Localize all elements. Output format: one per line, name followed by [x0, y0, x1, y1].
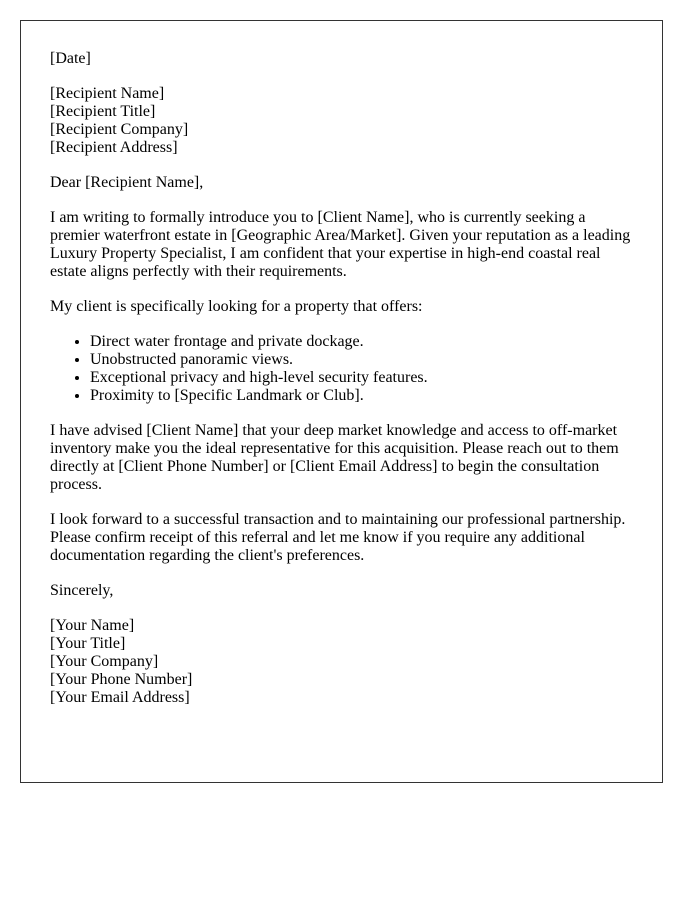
- sender-name: [Your Name]: [50, 617, 135, 634]
- letter-page: [20, 20, 663, 783]
- list-item: • Unobstructed panoramic views.: [90, 351, 633, 369]
- sender-block: [50, 617, 633, 707]
- sender-email: [Your Email Address]: [50, 689, 190, 706]
- recipient-title: [Recipient Title]: [50, 103, 156, 120]
- salutation: Dear [Recipient Name],: [50, 174, 204, 191]
- sender-phone: [Your Phone Number]: [50, 671, 193, 688]
- closing-paragraph: I look forward to a successful transaction and to maintaining our professional partnership. Please confirm receipt of this referral and let me know if you require any additional documentation regarding the client's preferences.: [50, 511, 626, 564]
- sender-title: [Your Title]: [50, 635, 126, 652]
- intro-paragraph: I am writing to formally introduce you to [Client Name], who is currently seeking a premier waterfront estate in [Geographic Area/Market]. Given your reputation as a leading Luxury Property Specialist, I am confident that your expertise in high-end coastal real estate aligns perfectly with their requirements.: [50, 209, 631, 280]
- requirements-list: [50, 333, 633, 405]
- advice-paragraph: I have advised [Client Name] that your deep market knowledge and access to off-market inventory make you the ideal representative for this acquisition. Please reach out to them directly at [Client Phone Number] or [Client Email Address] to begin the consultation process.: [50, 422, 619, 493]
- recipient-block: [50, 85, 633, 157]
- sender-company: [Your Company]: [50, 653, 159, 670]
- recipient-address: [Recipient Address]: [50, 139, 178, 156]
- signoff: Sincerely,: [50, 582, 114, 599]
- list-item: • Direct water frontage and private dockage.: [90, 333, 633, 351]
- recipient-name: [Recipient Name]: [50, 85, 165, 102]
- list-intro: My client is specifically looking for a property that offers:: [50, 298, 423, 315]
- date: [Date]: [50, 50, 91, 67]
- list-item: • Proximity to [Specific Landmark or Club].: [90, 387, 633, 405]
- recipient-company: [Recipient Company]: [50, 121, 189, 138]
- list-item: • Exceptional privacy and high-level security features.: [90, 369, 633, 387]
